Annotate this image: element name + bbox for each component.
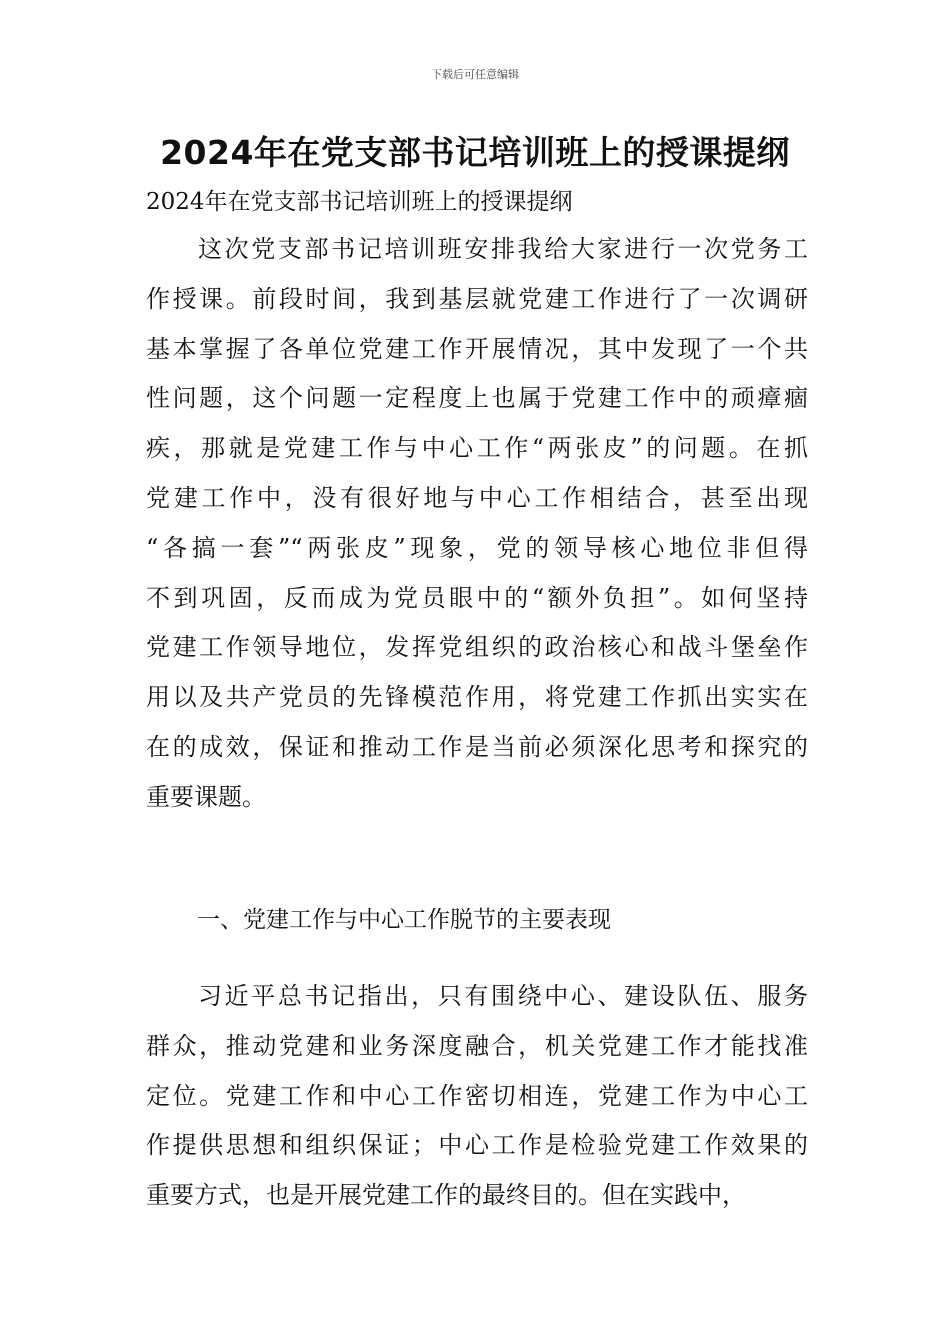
section-heading: 一、党建工作与中心工作脱节的主要表现 xyxy=(197,907,611,933)
intro-paragraph xyxy=(146,225,808,823)
paragraph-line: 作提供思想和组织保证；中心工作是检验党建工作效果的 xyxy=(146,1131,808,1160)
paragraph-line: 重要方式，也是开展党建工作的最终目的。但在实践中， xyxy=(146,1181,746,1210)
paragraph-line: 党建工作中，没有很好地与中心工作相结合，甚至出现 xyxy=(146,483,808,512)
paragraph-line: 性问题，这个问题一定程度上也属于党建工作中的顽瘴痼 xyxy=(146,384,808,413)
paragraph-line: 基本掌握了各单位党建工作开展情况，其中发现了一个共 xyxy=(146,334,808,363)
section-paragraph xyxy=(146,972,808,1221)
paragraph-line: 这次党支部书记培训班安排我给大家进行一次党务工 xyxy=(198,235,808,263)
paragraph-line: 用以及共产党员的先锋模范作用，将党建工作抓出实实在 xyxy=(146,683,808,712)
paragraph-line: 党建工作领导地位，发挥党组织的政治核心和战斗堡垒作 xyxy=(146,633,808,662)
page-header-note: 下载后可任意编辑 xyxy=(431,68,519,81)
paragraph-line: 定位。党建工作和中心工作密切相连，党建工作为中心工 xyxy=(146,1081,808,1110)
document-subtitle: 2024年在党支部书记培训班上的授课提纲 xyxy=(146,189,573,215)
paragraph-line: 不到巩固，反而成为党员眼中的“额外负担”。如何坚持 xyxy=(146,583,808,612)
paragraph-line: “各搞一套”“两张皮”现象，党的领导核心地位非但得 xyxy=(146,533,808,562)
paragraph-line: 疾，那就是党建工作与中心工作“两张皮”的问题。在抓 xyxy=(146,434,808,463)
paragraph-line: 群众，推动党建和业务深度融合，机关党建工作才能找准 xyxy=(146,1031,808,1060)
paragraph-line: 作授课。前段时间，我到基层就党建工作进行了一次调研 xyxy=(146,284,808,313)
paragraph-line: 重要课题。 xyxy=(146,782,266,811)
paragraph-line: 在的成效，保证和推动工作是当前必须深化思考和探究的 xyxy=(146,732,808,761)
paragraph-line: 习近平总书记指出，只有围绕中心、建设队伍、服务 xyxy=(198,982,808,1010)
document-title: 2024年在党支部书记培训班上的授课提纲 xyxy=(160,133,790,172)
